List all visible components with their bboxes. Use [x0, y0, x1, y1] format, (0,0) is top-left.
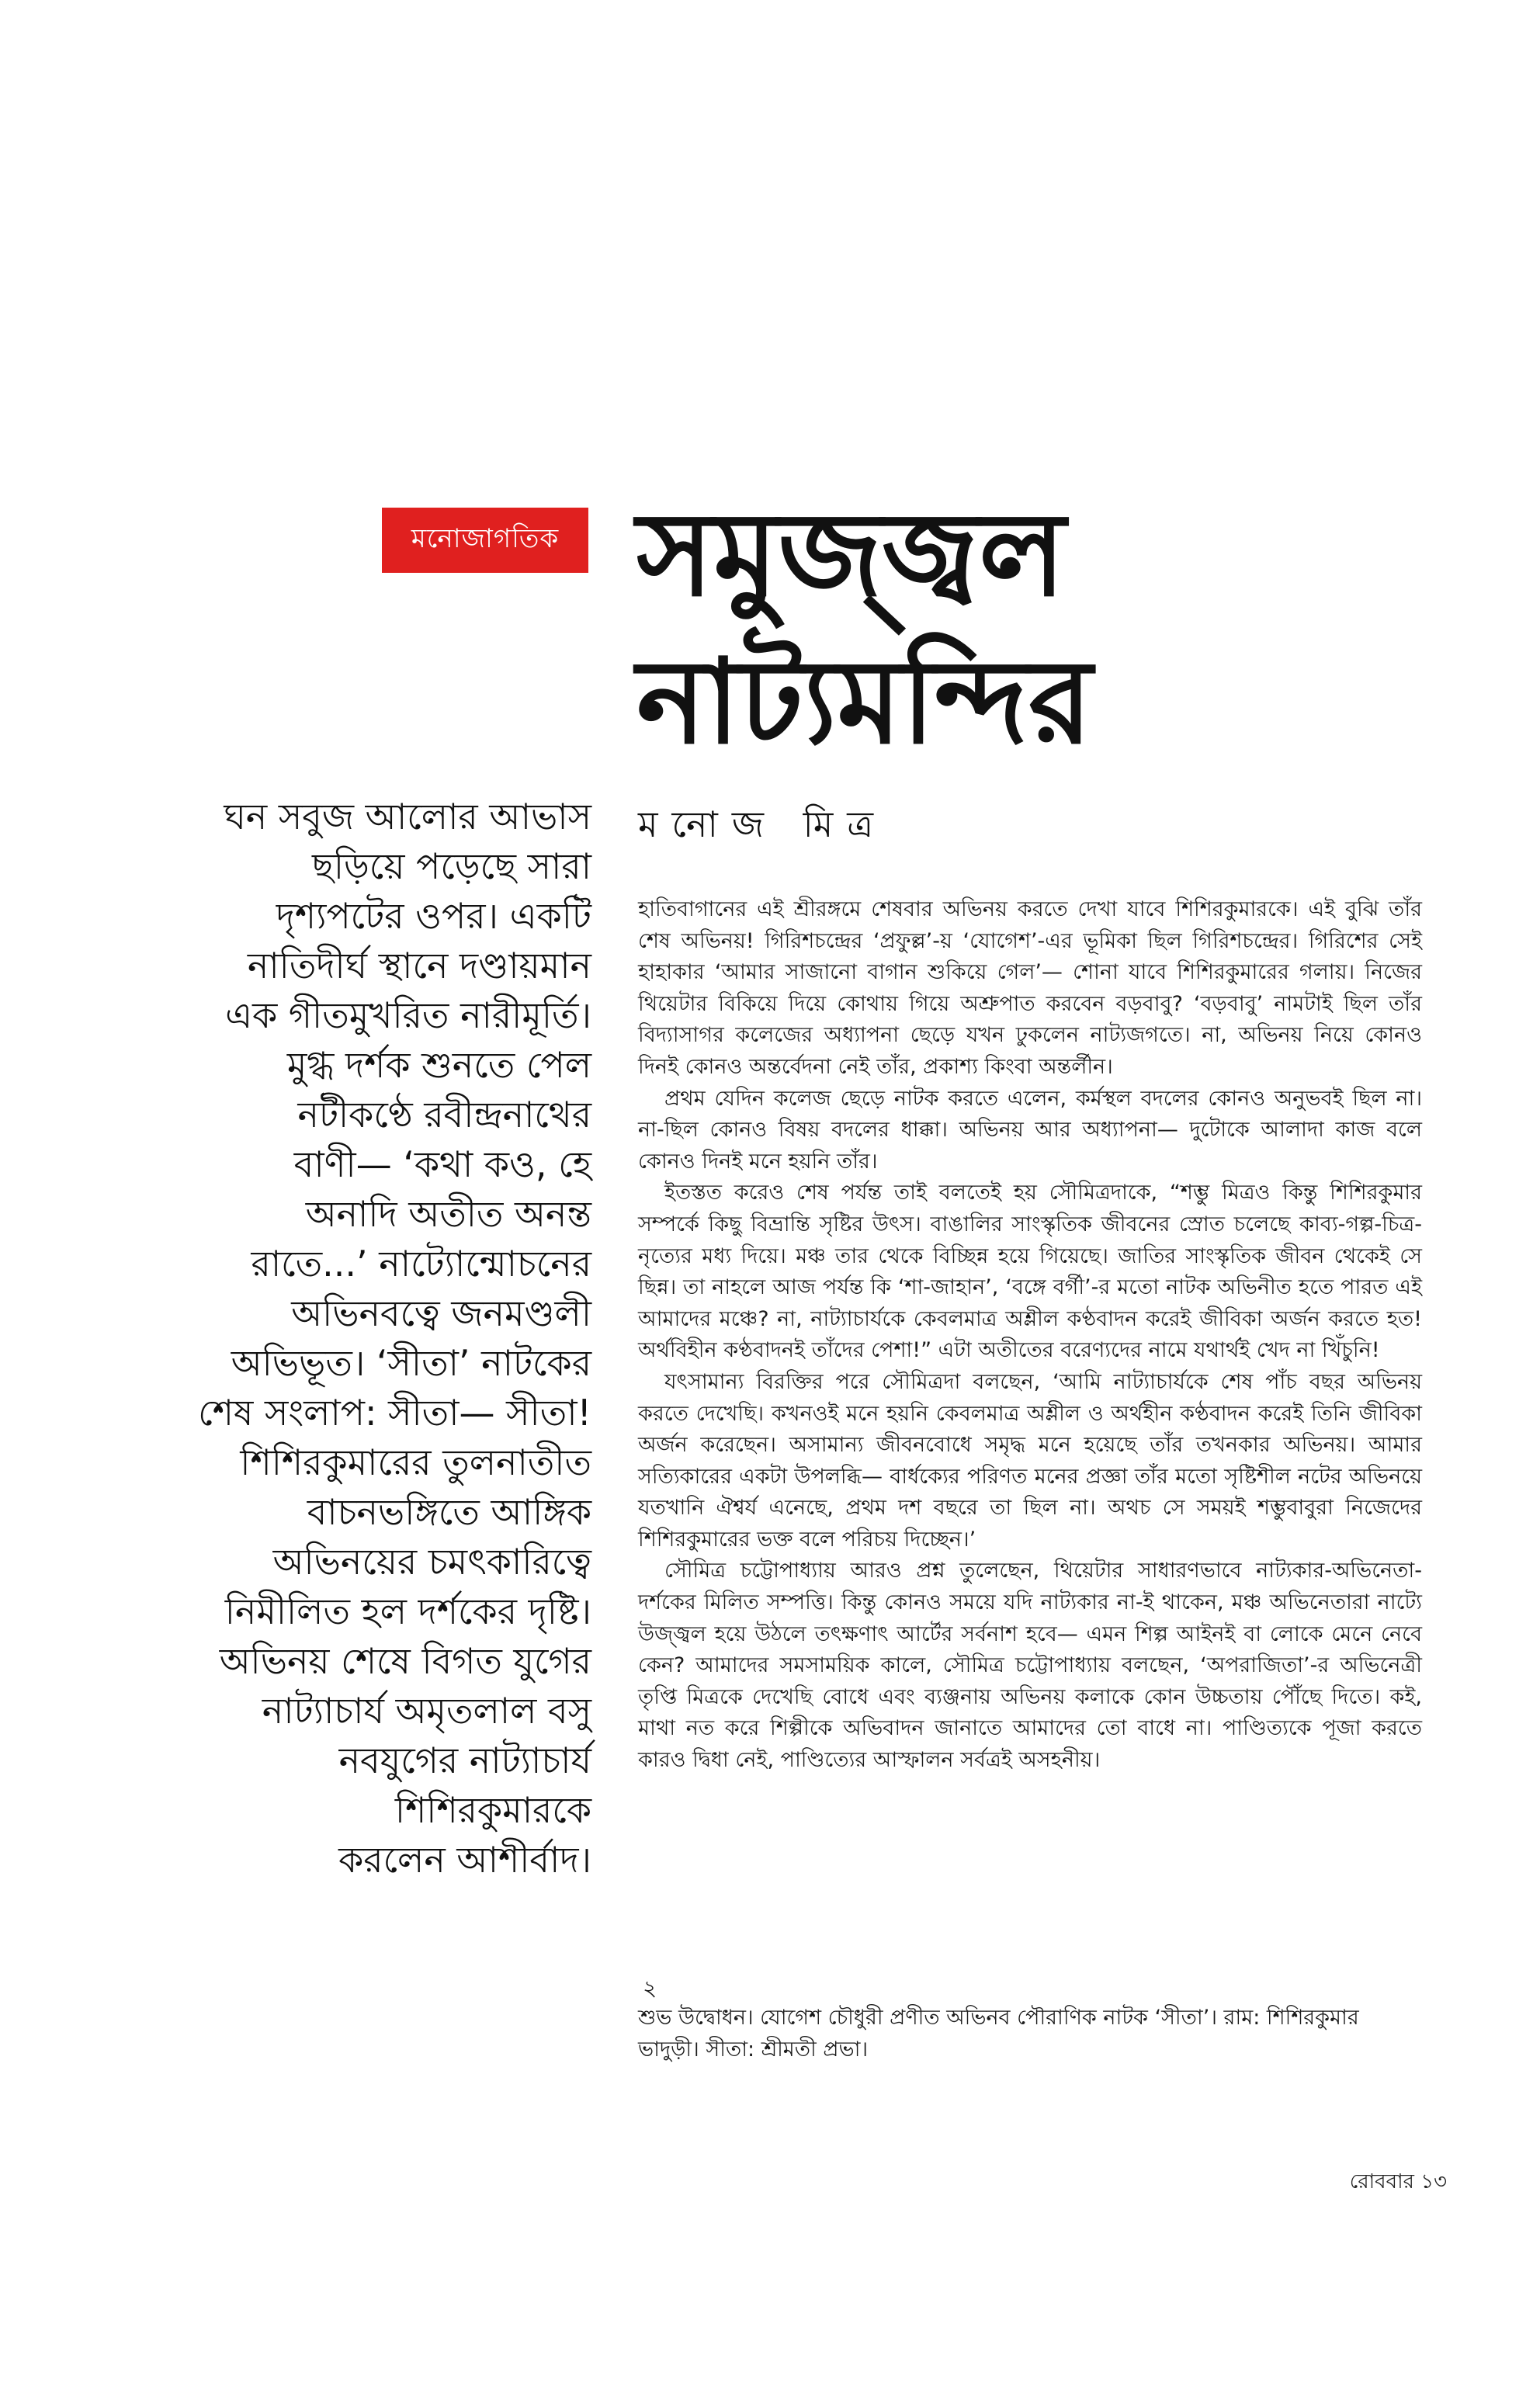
pull-quote-line: নবযুগের নাট্যাচার্য — [338, 1739, 591, 1781]
body-paragraph: হাতিবাগানের এই শ্রীরঙ্গমে শেষবার অভিনয় করতে দেখা যাবে শিশিরকুমারকে। এই বুঝি তাঁর শেষ অভিনয়! গিরিশচন্দ্রের ‘প্রফুল্ল’-য় ‘যোগেশ’-এর ভূমিকা ছিল গিরিশচন্দ্রের। গিরিশের সেই হাহাকার ‘আমার সাজানো বাগান শুকিয়ে গেল’— শোনা যাবে শিশিরকুমারের গলায়। নিজের থিয়েটার বিকিয়ে দিয়ে কোথায় গিয়ে অশ্রুপাত করবেন বড়বাবু? ‘বড়বাবু’ নামটাই ছিল তাঁর বিদ্যাসাগর কলেজের অধ্যাপনা ছেড়ে যখন ঢুকলেন নাট্যজগতে। না, অভিনয় নিয়ে কোনও দিনই কোনও অন্তর্বেদনা নেই তাঁর, প্রকাশ্য কিংবা অন্তর্লীন। — [638, 897, 1422, 1079]
pull-quote-line: এক গীতমুখরিত নারীমূর্তি। — [225, 994, 591, 1036]
body-paragraph: প্রথম যেদিন কলেজ ছেড়ে নাটক করতে এলেন, কর্মস্থল বদলের কোনও অনুভবই ছিল না। না-ছিল কোনও বিষয় বদলের ধাক্কা। অভিনয় আর অধ্যাপনা— দুটোকে আলাদা কাজ বলে কোনও দিনই মনে হয়নি তাঁর। — [638, 1086, 1422, 1174]
pull-quote-line: বাণী— ‘কথা কও, হে — [293, 1143, 591, 1185]
body-paragraph: ইতস্তত করেও শেষ পর্যন্ত তাই বলতেই হয় সৌমিত্রদাকে, “শম্ভু মিত্রও কিন্তু শিশিরকুমার সম্পর্কে কিছু বিভ্রান্তি সৃষ্টির উৎস। বাঙালির সাংস্কৃতিক জীবনের স্রোত চলেছে কাব্য-গল্প-চিত্র-নৃত্যের মধ্য দিয়ে। মঞ্চ তার থেকে বিচ্ছিন্ন হয়ে গিয়েছে। জাতির সাংস্কৃতিক জীবন থেকেই সে ছিন্ন। তা নাহলে আজ পর্যন্ত কি ‘শা-জাহান’, ‘বঙ্গে বর্গী’-র মতো নাটক অভিনীত হতে পারত এই আমাদের মঞ্চে? না, নাট্যাচার্যকে কেবলমাত্র অশ্লীল কণ্ঠবাদন করেই জীবিকা অর্জন করতে হত! অর্থবিহীন কণ্ঠবাদনই তাঁদের পেশা!” এটা অতীতের বরেণ্যদের নামে যথার্থই খেদ না খিঁচুনি! — [638, 1181, 1422, 1363]
pull-quote-line: শেষ সংলাপ: সীতা— সীতা! — [198, 1392, 591, 1434]
body-paragraph: সৌমিত্র চট্টোপাধ্যায় আরও প্রশ্ন তুলেছেন, থিয়েটার সাধারণভাবে নাট্যকার-অভিনেতা-দর্শকের মিলিত সম্পত্তি। কিন্তু কোনও সময়ে যদি নাট্যকার না-ই থাকেন, মঞ্চ অভিনেতারা নাট্যে উজ্জ্বল হয়ে উঠলে তৎক্ষণাৎ আর্টের সর্বনাশ হবে— এমন শিল্প আইনই বা লোকে মেনে নেবে কেন? আমাদের সমসাময়িক কালে, সৌমিত্র চট্টোপাধ্যায় বলছেন, ‘অপরাজিতা’-র অভিনেত্রী তৃপ্তি মিত্রকে দেখেছি বোধে এবং ব্যঞ্জনায় অভিনয় কলাকে কোন উচ্চতায় পৌঁছে দিতে। কই, মাথা নত করে শিল্পীকে অভিবাদন জানাতে আমাদের তো বাধে না। পাণ্ডিত্যকে পূজা করতে কারও দ্বিধা নেই, পাণ্ডিত্যের আস্ফালন সর্বত্রই অসহনীয়। — [638, 1559, 1422, 1773]
pull-quote-line: ছড়িয়ে পড়েছে সারা — [312, 845, 591, 887]
page-folio: রোববার ১৩ — [1349, 2170, 1447, 2194]
pull-quote-line: শিশিরকুমারকে — [394, 1789, 591, 1831]
headline — [636, 481, 1180, 776]
pull-quote-line: অভিনয় শেষে বিগত যুগের — [219, 1640, 591, 1682]
pull-quote-line: ঘন সবুজ আলোর আভাস — [224, 796, 591, 838]
pull-quote-line: নাতিদীর্ঘ স্থানে দণ্ডায়মান — [247, 945, 591, 987]
pull-quote — [116, 792, 591, 1885]
pull-quote-line: অভিনয়ের চমৎকারিত্বে — [272, 1541, 591, 1583]
pull-quote-line: নটীকণ্ঠে রবীন্দ্রনাথের — [297, 1094, 591, 1136]
body-paragraph: যৎসামান্য বিরক্তির পরে সৌমিত্রদা বলছেন, ‘আমি নাট্যাচার্যকে শেষ পাঁচ বছর অভিনয় করতে দেখেছি। কখনওই মনে হয়নি কেবলমাত্র অশ্লীল ও অর্থহীন কণ্ঠবাদন করেই তিনি জীবিকা অর্জন করেছেন। অসামান্য জীবনবোধে সমৃদ্ধ মনে হয়েছে তাঁর তখনকার অভিনয়। আমার সত্যিকারের একটা উপলব্ধি— বার্ধক্যের পরিণত মনের প্রজ্ঞা তাঁর মতো সৃষ্টিশীল নটের অভিনয়ে যতখানি ঐশ্বর্য এনেছে, প্রথম দশ বছরে তা ছিল না। অথচ সে সময়ই শম্ভুবাবুরা নিজেদের শিশিরকুমারের ভক্ত বলে পরিচয় দিচ্ছেন।’ — [638, 1369, 1422, 1552]
headline-line-1: সমুজ্জ্বল — [636, 487, 1066, 623]
section-number: ২ — [643, 1975, 657, 2001]
pull-quote-line: অভিনবত্বে জনমণ্ডলী — [291, 1292, 591, 1334]
pull-quote-line: রাতে...’ নাট্যোন্মোচনের — [251, 1243, 591, 1285]
pull-quote-line: অভিভূত। ‘সীতা’ নাটকের — [231, 1342, 591, 1384]
pull-quote-line: বাচনভঙ্গিতে আঙ্গিক — [307, 1491, 591, 1533]
article-body — [638, 894, 1422, 1777]
pull-quote-line: করলেন আশীর্বাদ। — [338, 1839, 591, 1881]
author-byline: মনোজ মিত্র — [638, 803, 888, 845]
pull-quote-line: নাট্যাচার্য অমৃতলাল বসু — [262, 1690, 591, 1732]
headline-line-2: নাট্যমন্দির — [636, 635, 1093, 770]
pull-quote-line: অনাদি অতীত অনন্ত — [305, 1193, 591, 1235]
section-two-text: শুভ উদ্বোধন। যোগেশ চৌধুরী প্রণীত অভিনব পৌরাণিক নাটক ‘সীতা’। রাম: শিশিরকুমার ভাদুড়ী। সীতা: শ্রীমতী প্রভা। — [638, 2006, 1359, 2062]
pull-quote-line: শিশিরকুমারের তুলনাতীত — [240, 1441, 591, 1483]
pull-quote-line: নিমীলিত হল দর্শকের দৃষ্টি। — [224, 1590, 591, 1632]
pull-quote-line: দৃশ্যপটের ওপর। একটি — [276, 895, 591, 937]
section-tag: মনোজাগতিক — [382, 508, 588, 573]
pull-quote-line: মুগ্ধ দর্শক শুনতে পেল — [286, 1044, 591, 1086]
